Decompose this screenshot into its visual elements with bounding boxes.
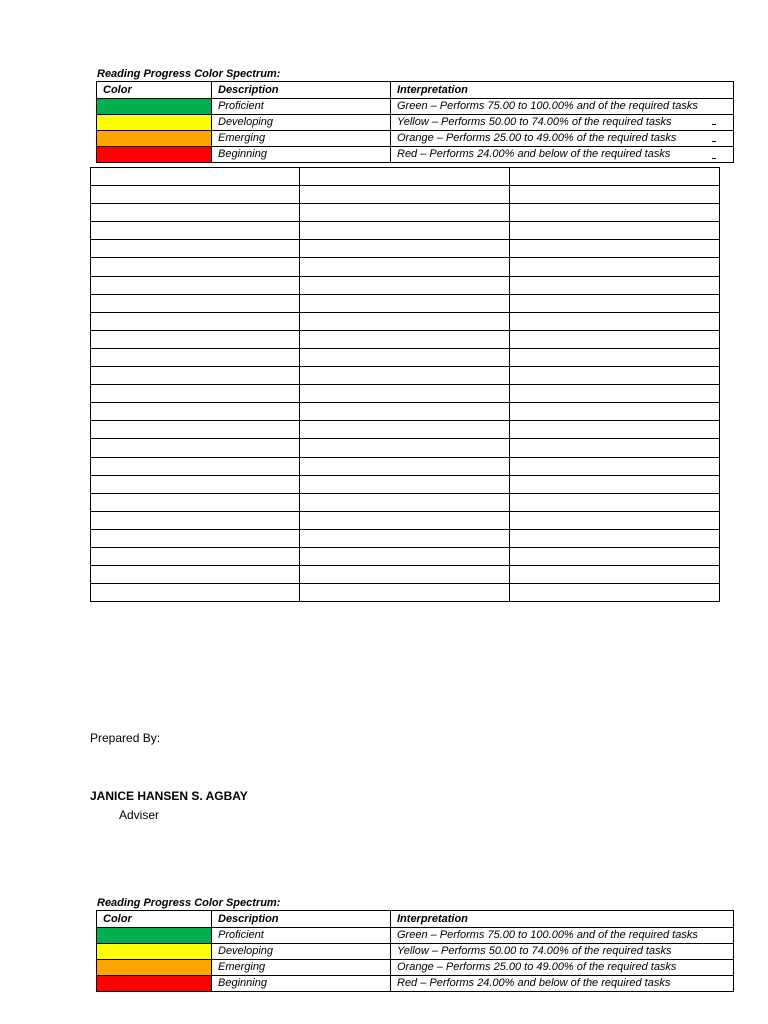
header-color: Color	[97, 82, 212, 99]
level-description: Proficient	[212, 928, 391, 944]
swatch-orange	[97, 131, 212, 147]
grid-cell	[510, 330, 720, 348]
level-description: Beginning	[212, 976, 391, 992]
grid-cell	[510, 403, 720, 421]
grid-row	[91, 204, 720, 222]
spectrum-caption: Reading Progress Color Spectrum:	[97, 897, 281, 909]
grid-cell	[510, 168, 720, 186]
grid-cell	[300, 168, 510, 186]
swatch-green	[97, 928, 212, 944]
adviser-name: JANICE HANSEN S. AGBAY	[90, 789, 248, 803]
level-interpretation: Orange – Performs 25.00 to 49.00% of the required tasks	[391, 960, 734, 976]
grid-cell	[300, 258, 510, 276]
grid-cell	[91, 367, 300, 385]
header-interpretation: Interpretation	[391, 911, 734, 928]
grid-row	[91, 168, 720, 186]
grid-cell	[91, 348, 300, 366]
grid-row	[91, 240, 720, 258]
grid-row	[91, 421, 720, 439]
grid-cell	[510, 348, 720, 366]
grid-cell	[510, 312, 720, 330]
grid-row	[91, 222, 720, 240]
grid-cell	[510, 294, 720, 312]
grid-cell	[300, 439, 510, 457]
grid-cell	[300, 294, 510, 312]
level-interpretation: Green – Performs 75.00 to 100.00% and of the required tasks	[391, 99, 734, 115]
level-interpretation: Red – Performs 24.00% and below of the required tasks	[391, 976, 734, 992]
prepared-by-label: Prepared By:	[90, 731, 161, 745]
grid-cell	[300, 222, 510, 240]
grid-cell	[91, 403, 300, 421]
table-edge-tick	[712, 141, 716, 142]
swatch-green	[97, 99, 212, 115]
level-row-emerging	[97, 131, 734, 147]
spectrum-table	[96, 81, 734, 163]
grid-row	[91, 276, 720, 294]
level-row-proficient	[97, 928, 734, 944]
grid-cell	[510, 258, 720, 276]
grid-row	[91, 566, 720, 584]
grid-row	[91, 348, 720, 366]
level-row-beginning	[97, 147, 734, 163]
grid-cell	[91, 294, 300, 312]
grid-cell	[91, 457, 300, 475]
grid-cell	[91, 168, 300, 186]
color-spectrum-bottom	[96, 897, 712, 992]
grid-cell	[510, 529, 720, 547]
grid-row	[91, 186, 720, 204]
table-edge-tick	[712, 124, 716, 125]
header-description: Description	[212, 82, 391, 99]
grid-cell	[510, 276, 720, 294]
level-row-developing	[97, 115, 734, 131]
grid-row	[91, 584, 720, 602]
level-row-proficient	[97, 99, 734, 115]
spectrum-caption: Reading Progress Color Spectrum:	[97, 68, 281, 80]
spectrum-header-row	[97, 82, 734, 99]
grid-row	[91, 529, 720, 547]
grid-row	[91, 475, 720, 493]
grid-row	[91, 367, 720, 385]
grid-cell	[510, 493, 720, 511]
adviser-role: Adviser	[119, 808, 160, 822]
color-spectrum-top	[96, 68, 712, 163]
grid-row	[91, 385, 720, 403]
grid-cell	[300, 240, 510, 258]
level-row-developing	[97, 944, 734, 960]
grid-row	[91, 294, 720, 312]
level-interpretation: Red – Performs 24.00% and below of the required tasks	[391, 147, 734, 163]
header-description: Description	[212, 911, 391, 928]
grid-cell	[300, 475, 510, 493]
grid-cell	[91, 222, 300, 240]
level-description: Developing	[212, 944, 391, 960]
grid-cell	[300, 403, 510, 421]
grid-cell	[300, 511, 510, 529]
grid-cell	[510, 566, 720, 584]
grid-cell	[91, 312, 300, 330]
grid-cell	[510, 421, 720, 439]
grid-cell	[91, 421, 300, 439]
header-color: Color	[97, 911, 212, 928]
grid-cell	[91, 330, 300, 348]
grid-cell	[510, 457, 720, 475]
grid-cell	[510, 584, 720, 602]
level-row-emerging	[97, 960, 734, 976]
swatch-yellow	[97, 115, 212, 131]
grid-row	[91, 403, 720, 421]
grid-cell	[300, 584, 510, 602]
grid-cell	[300, 330, 510, 348]
grid-row	[91, 493, 720, 511]
header-interpretation: Interpretation	[391, 82, 734, 99]
grid-row	[91, 511, 720, 529]
grid-cell	[91, 186, 300, 204]
grid-cell	[300, 204, 510, 222]
grid-cell	[91, 511, 300, 529]
grid-cell	[300, 276, 510, 294]
grid-row	[91, 547, 720, 565]
grid-cell	[91, 529, 300, 547]
grid-cell	[91, 584, 300, 602]
grid-cell	[300, 312, 510, 330]
grid-cell	[510, 222, 720, 240]
grid-cell	[510, 475, 720, 493]
grid-cell	[510, 367, 720, 385]
grid-cell	[91, 566, 300, 584]
level-interpretation: Yellow – Performs 50.00 to 74.00% of the required tasks	[391, 944, 734, 960]
grid-cell	[510, 439, 720, 457]
swatch-orange	[97, 960, 212, 976]
level-description: Emerging	[212, 131, 391, 147]
grid-cell	[300, 421, 510, 439]
grid-cell	[91, 385, 300, 403]
level-description: Proficient	[212, 99, 391, 115]
grid-cell	[300, 348, 510, 366]
spectrum-table	[96, 910, 734, 992]
grid-cell	[91, 547, 300, 565]
level-description: Emerging	[212, 960, 391, 976]
grid-cell	[300, 547, 510, 565]
swatch-yellow	[97, 944, 212, 960]
grid-cell	[510, 547, 720, 565]
grid-row	[91, 330, 720, 348]
level-row-beginning	[97, 976, 734, 992]
grid-cell	[510, 204, 720, 222]
grid-row	[91, 439, 720, 457]
grid-cell	[300, 493, 510, 511]
level-interpretation: Green – Performs 75.00 to 100.00% and of the required tasks	[391, 928, 734, 944]
spectrum-header-row	[97, 911, 734, 928]
grid-cell	[300, 529, 510, 547]
level-description: Developing	[212, 115, 391, 131]
level-description: Beginning	[212, 147, 391, 163]
grid-cell	[91, 493, 300, 511]
empty-grid-table	[90, 167, 720, 602]
grid-row	[91, 457, 720, 475]
grid-cell	[300, 457, 510, 475]
grid-cell	[300, 566, 510, 584]
grid-cell	[91, 439, 300, 457]
grid-row	[91, 312, 720, 330]
grid-cell	[91, 240, 300, 258]
grid-cell	[300, 385, 510, 403]
grid-cell	[510, 240, 720, 258]
grid-cell	[91, 276, 300, 294]
level-interpretation: Orange – Performs 25.00 to 49.00% of the required tasks	[391, 131, 734, 147]
grid-cell	[91, 475, 300, 493]
grid-cell	[300, 186, 510, 204]
level-interpretation: Yellow – Performs 50.00 to 74.00% of the required tasks	[391, 115, 734, 131]
grid-cell	[510, 186, 720, 204]
grid-cell	[91, 204, 300, 222]
grid-cell	[510, 511, 720, 529]
grid-cell	[510, 385, 720, 403]
grid-cell	[300, 367, 510, 385]
grid-row	[91, 258, 720, 276]
swatch-red	[97, 976, 212, 992]
swatch-red	[97, 147, 212, 163]
table-edge-tick	[712, 158, 716, 159]
grid-cell	[91, 258, 300, 276]
